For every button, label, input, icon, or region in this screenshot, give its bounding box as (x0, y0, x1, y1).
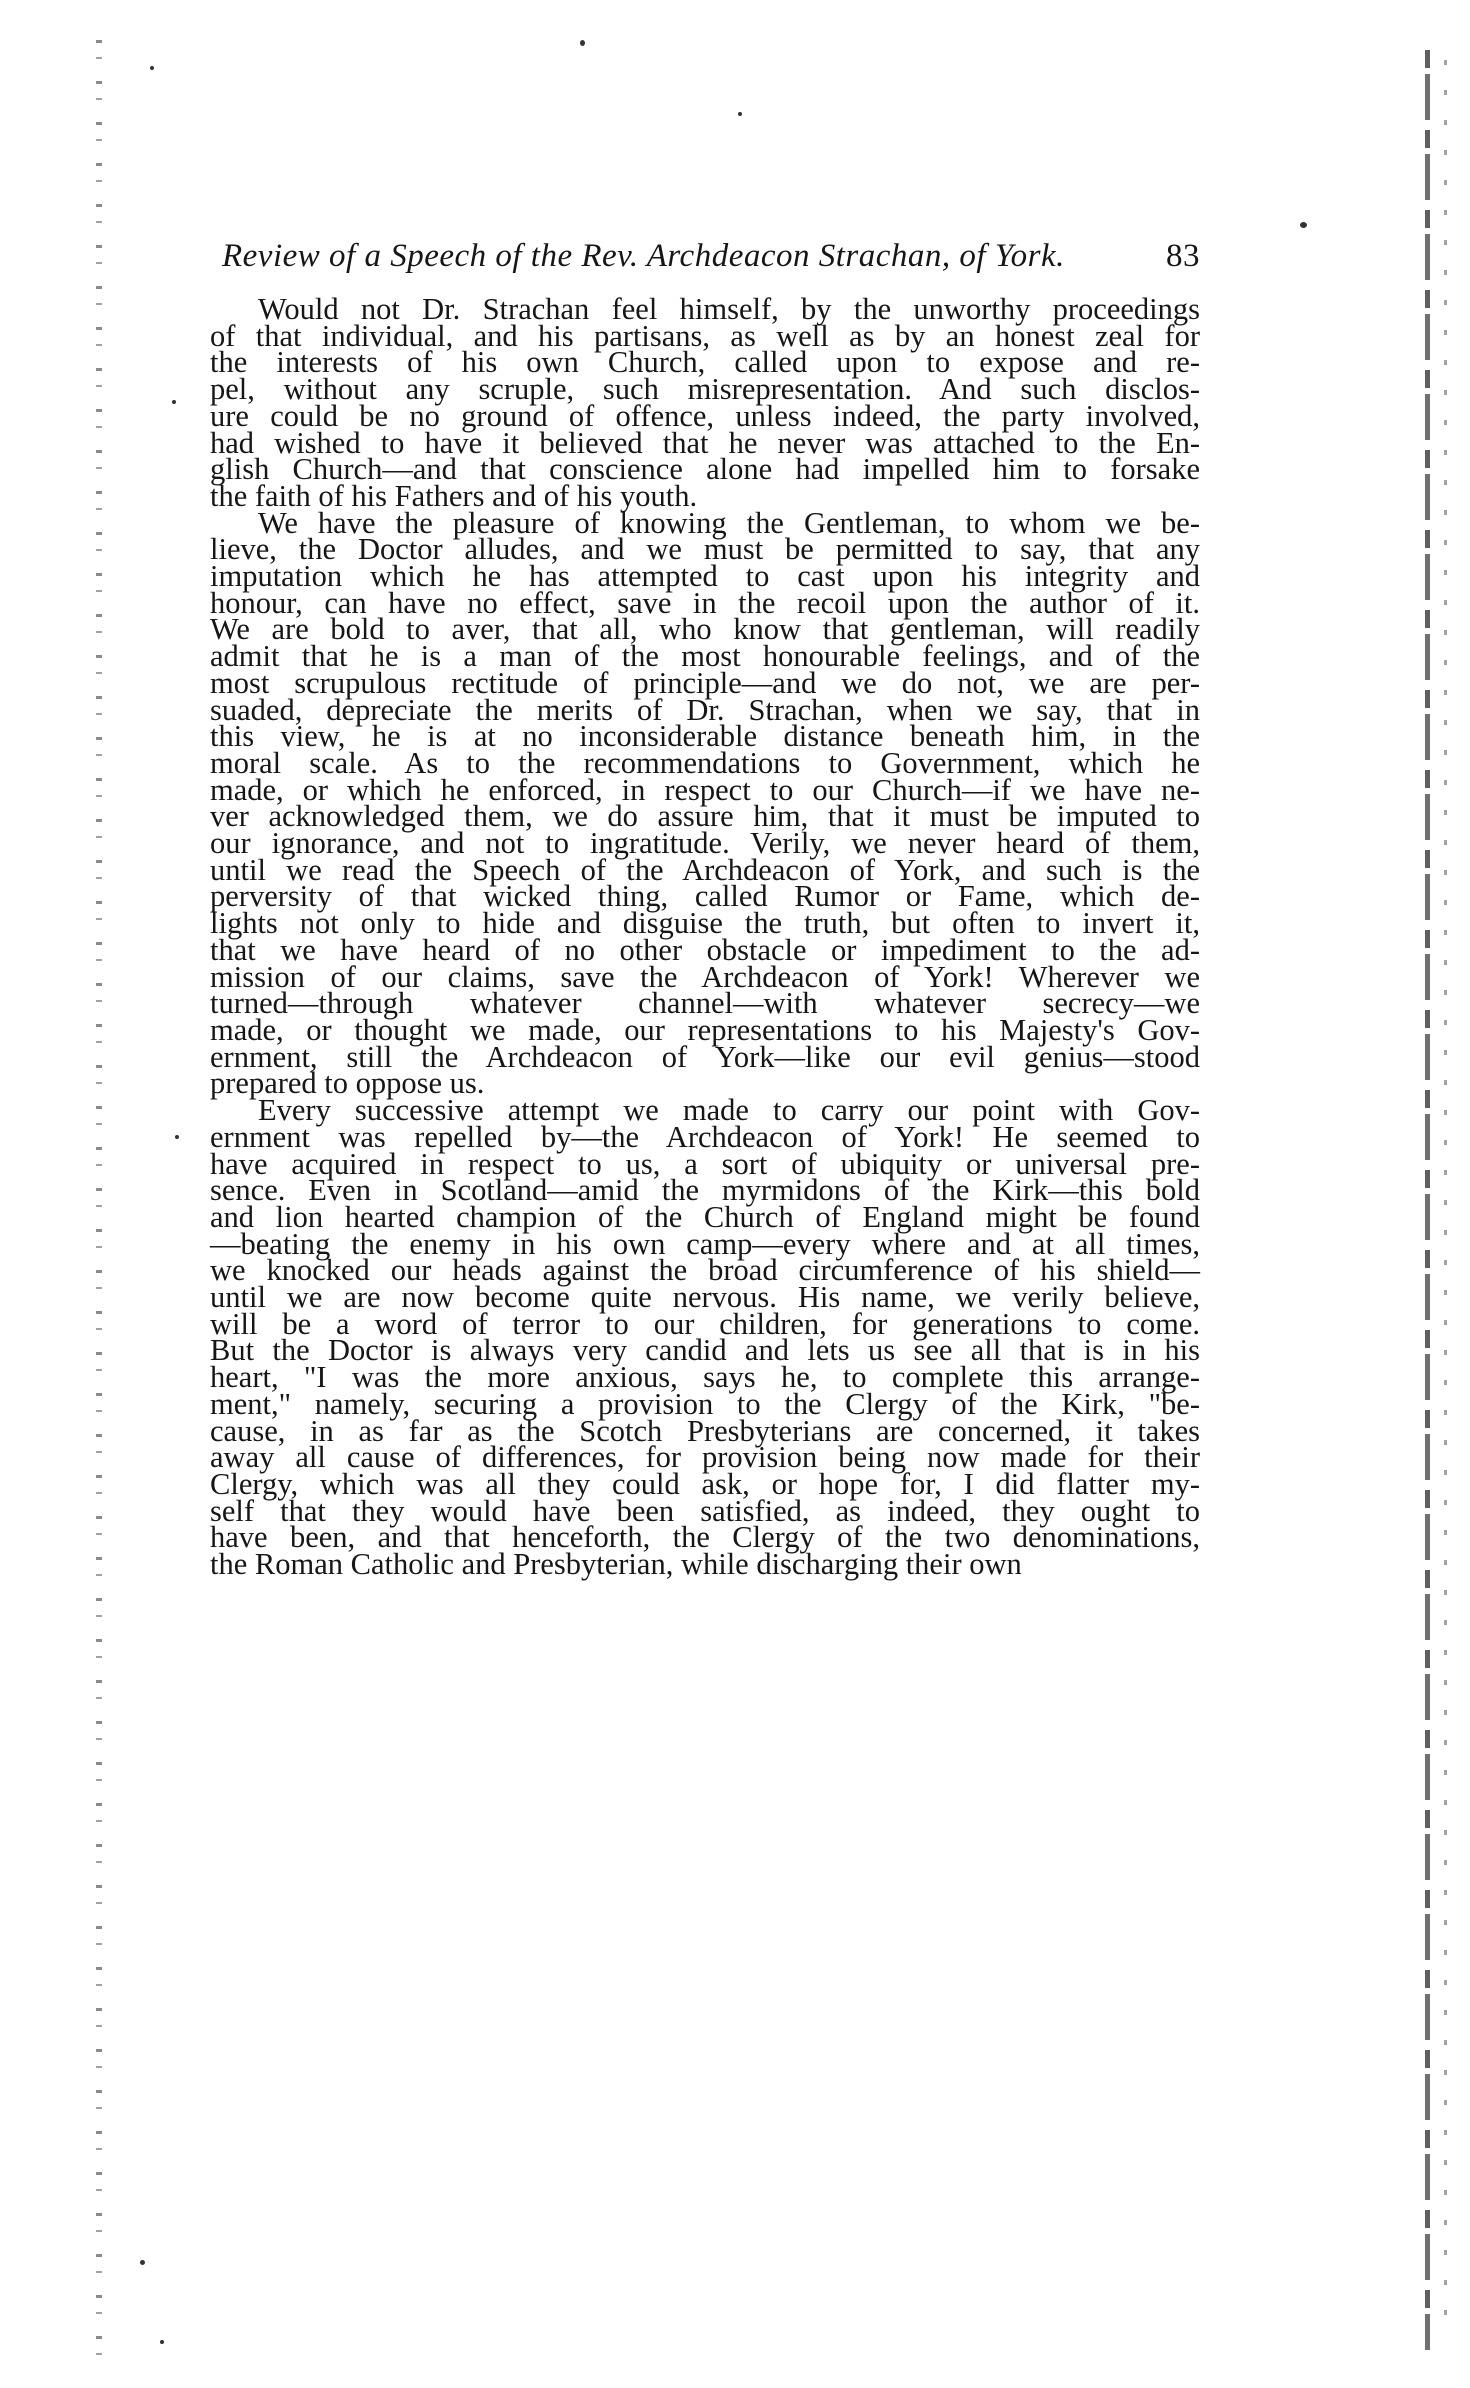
paragraph (210, 505, 1200, 1101)
text-line: cause, in as far as the Scotch Presbyterians are concerned, it takes (210, 1413, 1200, 1448)
scan-edge-left (96, 40, 102, 2370)
text-line: Clergy, which was all they could ask, or hope for, I did flatter my- (210, 1466, 1200, 1501)
running-head (210, 238, 1200, 290)
text-line: ure could be no ground of offence, unless indeed, the party involved, (210, 398, 1200, 433)
page-number: 83 (1166, 238, 1200, 274)
text-line: and lion hearted champion of the Church of England might be found (210, 1199, 1200, 1234)
text-line: We have the pleasure of knowing the Gentleman, to whom we be- (258, 505, 1200, 540)
text-line: our ignorance, and not to ingratitude. Verily, we never heard of them, (210, 826, 1200, 861)
scan-edge-right-inner (1444, 60, 1447, 2340)
text-line: ernment was repelled by—the Archdeacon of York! He seemed to (210, 1119, 1200, 1154)
text-line: will be a word of terror to our children, for generations to come. (210, 1306, 1200, 1341)
text-line: we knocked our heads against the broad circumference of his shield— (210, 1253, 1200, 1288)
text-line: prepared to oppose us. (210, 1066, 485, 1101)
text-line: lieve, the Doctor alludes, and we must be permitted to say, that any (210, 532, 1200, 567)
scan-speck (580, 40, 585, 46)
text-line: sence. Even in Scotland—amid the myrmidons of the Kirk—this bold (210, 1173, 1200, 1208)
text-line: until we are now become quite nervous. His name, we verily believe, (210, 1280, 1200, 1315)
scan-edge-right (1425, 50, 1430, 2350)
text-line: until we read the Speech of the Archdeacon of York, and such is the (210, 852, 1200, 887)
text-line: lights not only to hide and disguise the truth, but often to invert it, (210, 906, 1200, 941)
text-line: —beating the enemy in his own camp—every where and at all times, (210, 1226, 1200, 1261)
text-line: imputation which he has attempted to cast upon his integrity and (210, 559, 1200, 594)
text-line: the faith of his Fathers and of his youth. (210, 478, 698, 513)
text-line: away all cause of differences, for provision being now made for their (210, 1440, 1200, 1475)
text-line: ver acknowledged them, we do assure him, that it must be imputed to (210, 799, 1200, 834)
text-line: ment," namely, securing a provision to the Clergy of the Kirk, "be- (210, 1386, 1200, 1421)
text-line: made, or thought we made, our representations to his Majesty's Gov- (210, 1012, 1200, 1047)
text-line: moral scale. As to the recommendations to Government, which he (210, 745, 1200, 780)
text-line: have acquired in respect to us, a sort of ubiquity or universal pre- (210, 1146, 1200, 1181)
scan-speck (160, 2340, 164, 2344)
scan-speck (738, 112, 742, 116)
text-line: most scrupulous rectitude of principle—and we do not, we are per- (210, 665, 1200, 700)
text-line: admit that he is a man of the most honourable feelings, and of the (210, 639, 1200, 674)
text-line: self that they would have been satisfied, as indeed, they ought to (210, 1493, 1200, 1528)
text-line: heart, "I was the more anxious, says he, to complete this arrange- (210, 1360, 1200, 1395)
text-line: mission of our claims, save the Archdeacon of York! Wherever we (210, 959, 1200, 994)
text-line: ernment, still the Archdeacon of York—like our evil genius—stood (210, 1039, 1200, 1074)
scan-speck (1300, 222, 1307, 228)
text-line: the interests of his own Church, called upon to expose and re- (210, 345, 1200, 380)
text-line: have been, and that henceforth, the Clergy of the two denominations, (210, 1520, 1200, 1555)
book-page (210, 238, 1200, 1582)
paragraph (210, 292, 1200, 513)
text-line: We are bold to aver, that all, who know that gentleman, will readily (210, 612, 1200, 647)
text-line: turned—through whatever channel—with whatever secrecy—we (210, 986, 1200, 1021)
text-line: of that individual, and his partisans, as well as by an honest zeal for (210, 318, 1200, 353)
text-line: had wished to have it believed that he never was attached to the En- (210, 425, 1200, 460)
text-line: this view, he is at no inconsiderable distance beneath him, in the (210, 719, 1200, 754)
text-line: glish Church—and that conscience alone had impelled him to forsake (210, 452, 1200, 487)
scan-speck (175, 1135, 179, 1139)
text-line: honour, can have no effect, save in the recoil upon the author of it. (210, 585, 1200, 620)
text-line: But the Doctor is always very candid and lets us see all that is in his (210, 1333, 1200, 1368)
paragraph (210, 1093, 1200, 1582)
text-line: pel, without any scruple, such misrepresentation. And such disclos- (210, 372, 1200, 407)
text-line: made, or which he enforced, in respect to our Church—if we have ne- (210, 772, 1200, 807)
text-line: suaded, depreciate the merits of Dr. Strachan, when we say, that in (210, 692, 1200, 727)
scan-speck (172, 400, 176, 404)
running-title: Review of a Speech of the Rev. Archdeacon Strachan, of York. (222, 238, 1065, 274)
text-line: Would not Dr. Strachan feel himself, by the unworthy proceedings (258, 292, 1200, 326)
text-line: the Roman Catholic and Presbyterian, while discharging their own (210, 1547, 1022, 1582)
text-line: Every successive attempt we made to carry our point with Gov- (258, 1093, 1200, 1128)
scan-speck (150, 66, 154, 70)
text-line: that we have heard of no other obstacle or impediment to the ad- (210, 932, 1200, 967)
body-text (210, 292, 1200, 1582)
scan-speck (140, 2260, 145, 2265)
text-line: perversity of that wicked thing, called Rumor or Fame, which de- (210, 879, 1200, 914)
